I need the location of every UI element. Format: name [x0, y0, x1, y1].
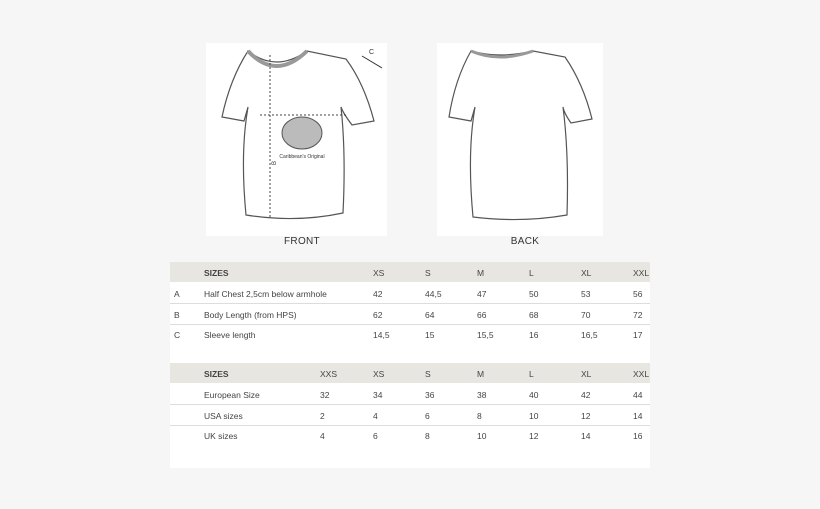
header-cell: XXS	[320, 369, 338, 379]
table-cell: 34	[373, 390, 383, 400]
table-cell: 47	[477, 289, 487, 299]
table-cell: 50	[529, 289, 539, 299]
measurements-header	[170, 262, 650, 282]
table-cell: 16	[529, 330, 539, 340]
table-cell: 72	[633, 309, 643, 320]
table-cell: 38	[477, 390, 487, 400]
header-cell: XL	[581, 268, 592, 278]
table-cell: 70	[581, 309, 591, 320]
table-cell: Sleeve length	[204, 330, 256, 340]
header-cell: SIZES	[204, 369, 229, 379]
header-cell: M	[477, 268, 485, 278]
header-cell: M	[477, 369, 485, 379]
table-cell: 17	[633, 330, 643, 340]
header-cell: L	[529, 369, 534, 379]
header-cell: XXL	[633, 369, 650, 379]
table-cell: C	[174, 330, 181, 340]
table-cell: 4	[373, 410, 378, 421]
size-chart	[170, 262, 650, 468]
table-row	[170, 304, 650, 325]
table-cell: 15	[425, 330, 435, 340]
header-cell: S	[425, 268, 431, 278]
table-cell: 2	[320, 410, 325, 421]
table-cell: 56	[633, 289, 643, 299]
table-cell: 42	[373, 289, 383, 299]
table-cell: 66	[477, 309, 487, 320]
table-cell: 12	[529, 431, 539, 441]
table-cell: 36	[425, 390, 435, 400]
table-cell: Body Length (from HPS)	[204, 309, 297, 320]
header-cell: XXL	[633, 268, 650, 278]
table-row	[170, 384, 650, 405]
back-tshirt-image	[437, 43, 603, 236]
conversion-header	[170, 363, 650, 383]
table-cell: 6	[425, 410, 430, 421]
table-cell: 8	[477, 410, 482, 421]
table-cell: A	[174, 289, 180, 299]
dimension-b-label: B	[272, 160, 278, 165]
header-cell: XS	[373, 369, 385, 379]
table-cell: 15,5	[477, 330, 494, 340]
table-cell: 40	[529, 390, 539, 400]
table-cell: USA sizes	[204, 410, 243, 421]
front-caption: FRONT	[284, 236, 320, 247]
table-cell: 16	[633, 431, 643, 441]
table-row	[170, 283, 650, 304]
table-cell: 16,5	[581, 330, 598, 340]
table-cell: 42	[581, 390, 591, 400]
table-cell: 44	[633, 390, 643, 400]
header-cell: XL	[581, 369, 592, 379]
table-cell: 53	[581, 289, 591, 299]
table-cell: 14	[581, 431, 591, 441]
table-cell: B	[174, 309, 180, 320]
header-cell: XS	[373, 268, 385, 278]
header-cell: L	[529, 268, 534, 278]
table-cell: 8	[425, 431, 430, 441]
table-cell: UK sizes	[204, 431, 238, 441]
table-cell: 14,5	[373, 330, 390, 340]
table-cell: 62	[373, 309, 383, 320]
table-cell: Half Chest 2,5cm below armhole	[204, 289, 327, 299]
print-graphic	[282, 117, 322, 149]
table-cell: 44,5	[425, 289, 442, 299]
table-cell: European Size	[204, 390, 260, 400]
back-caption: BACK	[510, 236, 540, 247]
table-cell: 4	[320, 431, 325, 441]
table-cell: 10	[477, 431, 487, 441]
table-cell: 64	[425, 309, 435, 320]
print-text: Caribbean's Original	[279, 154, 325, 160]
dimension-c-label: C	[369, 49, 375, 56]
table-cell: 68	[529, 309, 539, 320]
table-cell: 12	[581, 410, 591, 421]
header-cell: S	[425, 369, 431, 379]
table-cell: 32	[320, 390, 330, 400]
table-row	[170, 324, 650, 344]
table-cell: 6	[373, 431, 378, 441]
front-tshirt-image	[206, 43, 387, 236]
table-cell: 14	[633, 410, 643, 421]
header-cell: SIZES	[204, 268, 229, 278]
table-row	[170, 405, 650, 426]
table-row	[170, 425, 650, 445]
table-cell: 10	[529, 410, 539, 421]
